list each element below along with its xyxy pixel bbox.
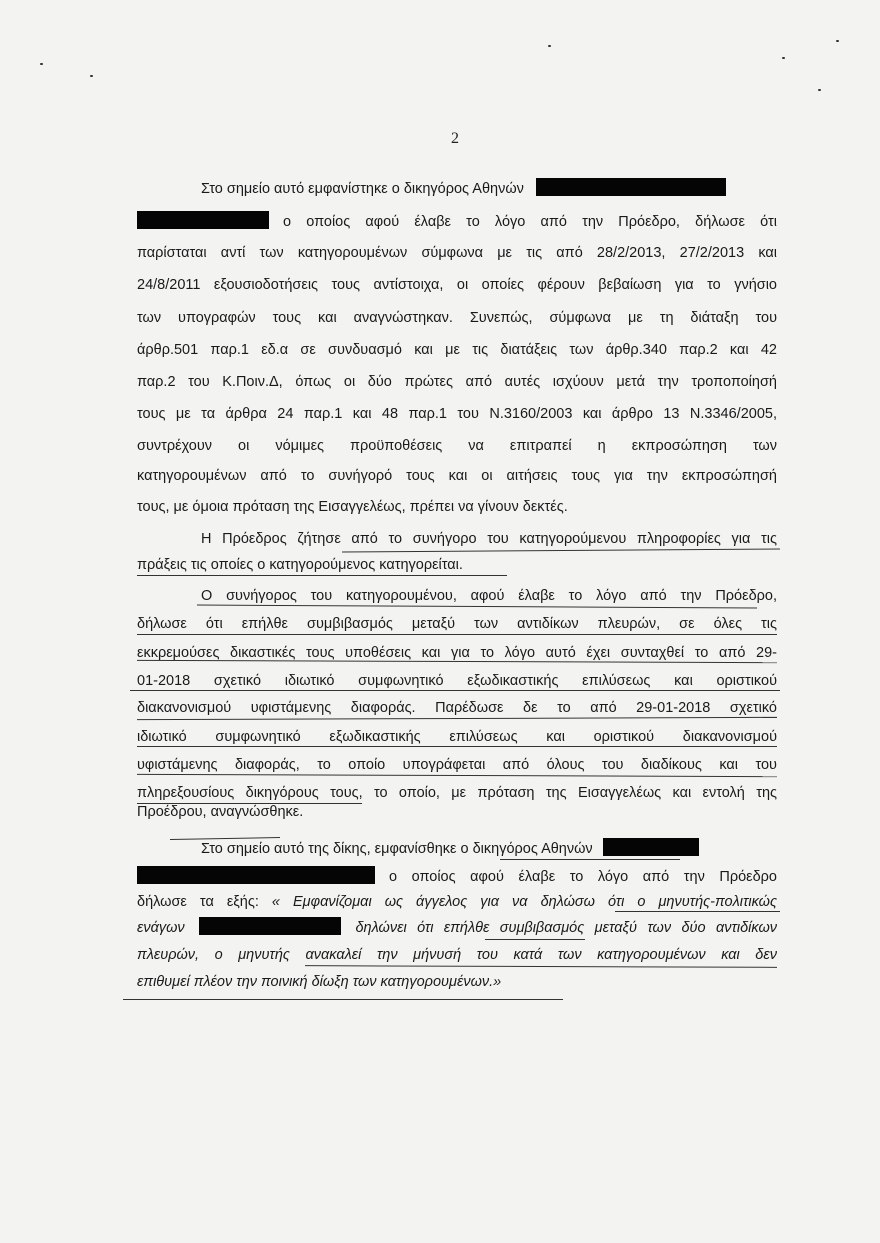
- pen-underline: [137, 746, 777, 747]
- paragraph-line: ο οποίος αφού έλαβε το λόγο από την Πρόεδρο: [137, 866, 777, 888]
- pen-underline: [485, 939, 585, 940]
- paragraph-line: άρθρ.501 παρ.1 εδ.α σε συνδυασμό και με τις διατάξεις των άρθρ.340 παρ.2 και 42: [137, 342, 777, 358]
- paragraph-line: ενάγων δηλώνει ότι επήλθε συμβιβασμός μεταξύ των δύο αντιδίκων: [137, 917, 777, 939]
- paragraph-line: Προέδρου, αναγνώσθηκε.: [137, 804, 304, 820]
- redaction-bar: [137, 211, 269, 229]
- paragraph-line: ιδιωτικό συμφωνητικό εξωδικαστικής επιλύσεως και οριστικού διακανονισμού: [137, 729, 777, 745]
- paragraph-line: εκκρεμούσες δικαστικές τους υποθέσεις και για το λόγο αυτό έχει συνταχθεί το από 29-: [137, 645, 777, 661]
- paragraph-line: πράξεις τις οποίες ο κατηγορούμενος κατηγορείται.: [137, 557, 463, 573]
- scan-speck: [836, 40, 839, 42]
- paragraph-line: τους με τα άρθρα 24 παρ.1 και 48 παρ.1 του Ν.3160/2003 και άρθρο 13 Ν.3346/2005,: [137, 406, 777, 422]
- pen-underline: [137, 634, 777, 635]
- pen-underline: [615, 911, 780, 912]
- scan-speck: [90, 75, 93, 77]
- paragraph-line: επιθυμεί πλέον την ποινική δίωξη των κατηγορουμένων.»: [137, 974, 502, 990]
- pen-underline: [137, 575, 507, 576]
- page-number: 2: [451, 130, 459, 147]
- redaction-bar: [199, 917, 341, 935]
- paragraph-line: συντρέχουν οι νόμιμες προϋποθέσεις να επιτραπεί η εκπροσώπηση των: [137, 438, 777, 454]
- paragraph-line: 24/8/2011 εξουσιοδοτήσεις τους αντίστοιχα, οι οποίες φέρουν βεβαίωση για το γνήσιο: [137, 277, 777, 293]
- scan-speck: [782, 57, 785, 59]
- paragraph-line: ο οποίος αφού έλαβε το λόγο από την Πρόεδρο, δήλωσε ότι: [137, 211, 777, 233]
- paragraph-line: Στο σημείο αυτό εμφανίστηκε ο δικηγόρος Αθηνών: [201, 178, 777, 200]
- paragraph-line: κατηγορουμένων από το συνήγορό τους και οι αιτήσεις τους για την εκπροσώπησή: [137, 468, 777, 484]
- scan-speck: [818, 89, 821, 91]
- redaction-bar: [536, 178, 726, 196]
- scan-speck: [40, 63, 43, 65]
- paragraph-line: δήλωσε ότι επήλθε συμβιβασμός μεταξύ των αντιδίκων πλευρών, σε όλες τις: [137, 616, 777, 632]
- paragraph-line: πλευρών, ο μηνυτής ανακαλεί την μήνυσή του κατά των κατηγορουμένων και δεν: [137, 947, 777, 963]
- paragraph-line: Ο συνήγορος του κατηγορουμένου, αφού έλαβε το λόγο από την Πρόεδρο,: [201, 588, 777, 604]
- paragraph-line: διακανονισμού υφιστάμενης διαφοράς. Παρέδωσε δε το από 29-01-2018 σχετικό: [137, 700, 777, 716]
- paragraph-line: υφιστάμενης διαφοράς, το οποίο υπογράφεται από όλους του διαδίκους και του: [137, 757, 777, 773]
- paragraph-line: των υπογραφών τους και αναγνώστηκαν. Συνεπώς, σύμφωνα με τη διάταξη του: [137, 310, 777, 326]
- pen-underline: [500, 859, 680, 860]
- pen-underline: [130, 690, 780, 691]
- paragraph-line: Η Πρόεδρος ζήτησε από το συνήγορο του κατηγορούμενου πληροφορίες για τις: [201, 531, 777, 547]
- pen-underline: [123, 999, 563, 1000]
- paragraph-line: παρίσταται αντί των κατηγορουμένων σύμφωνα με τις από 28/2/2013, 27/2/2013 και: [137, 245, 777, 261]
- redaction-bar: [603, 838, 699, 856]
- pen-underline: [137, 803, 362, 804]
- paragraph-line: 01-2018 σχετικό ιδιωτικό συμφωνητικό εξωδικαστικής επιλύσεως και οριστικού: [137, 673, 777, 689]
- paragraph-line: δήλωσε τα εξής: « Εμφανίζομαι ως άγγελος για να δηλώσω ότι ο μηνυτής-πολιτικώς: [137, 894, 777, 910]
- paragraph-line: παρ.2 του Κ.Ποιν.Δ, όπως οι δύο πρώτες από αυτές ισχύουν μετά την τροποποίησή: [137, 374, 777, 390]
- redaction-bar: [137, 866, 375, 884]
- paragraph-line: Στο σημείο αυτό της δίκης, εμφανίσθηκε ο δικηγόρος Αθηνών: [201, 838, 777, 860]
- paragraph-line: πληρεξουσίους δικηγόρους τους, το οποίο, με πρόταση της Εισαγγελέως και εντολή της: [137, 785, 777, 801]
- paragraph-line: τους, με όμοια πρόταση της Εισαγγελέως, πρέπει να γίνουν δεκτές.: [137, 499, 568, 515]
- scan-speck: [548, 45, 551, 47]
